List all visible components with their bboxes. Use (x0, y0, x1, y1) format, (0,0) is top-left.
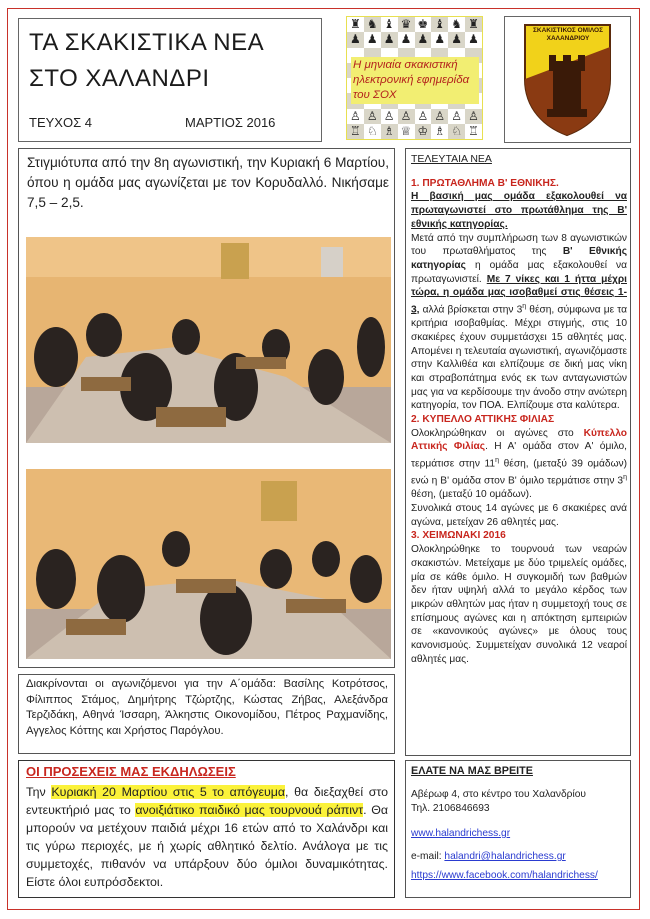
news-s1-heading: 1. ΠΡΩΤΑΘΛΗΜΑ Β' ΕΘΝΙΚΗΣ. (411, 177, 559, 189)
find-us-panel (405, 760, 631, 898)
chessboard-square: ♙ (364, 109, 381, 124)
events-text (26, 783, 388, 891)
chessboard-square: ♟ (415, 32, 432, 47)
logo-text: ΣΚΑΚΙΣΤΙΚΟΣ ΟΜΙΛΟΣ ΧΑΛΑΝΔΡΙΟΥ (532, 27, 604, 42)
chessboard-square: ♟ (347, 32, 364, 47)
issue-date: ΜΑΡΤΙΟΣ 2016 (185, 115, 276, 130)
chessboard-square: ♖ (465, 124, 482, 139)
chessboard-square: ♝ (431, 17, 448, 32)
news-s3-body: Ολοκληρώθηκε το τουρνουά των νεαρών σκακιστών. Μετείχαμε με δύο τριμελείς ομάδες, μία σε κάθε όμιλο. Η συγκομιδή των βαθμών δεν ήταν υψηλή αλλά το μεγάλο κέρδος των μικρών αθλητών μας ήταν η συμμετοχή τους σε επίσημους αγώνες και η απόκτηση εμπειριών σε «κανονικούς αγώνες» με όλους τους κανονισμούς. Συμμετείχαν συνολικά 12 νεαροί αθλητές μας. (411, 544, 627, 665)
news-s1-bold: Β' Εθνικής κατηγορίας (411, 246, 628, 271)
chessboard-square: ♟ (364, 32, 381, 47)
news-s2-text: Ολοκληρώθηκαν οι αγώνες στο (411, 427, 584, 439)
news-s1-body (411, 232, 627, 414)
website-link[interactable]: www.halandrichess.gr (411, 828, 511, 839)
news-s2-summary: Συνολικά στους 14 αγώνες με 6 σκακιέρες ανά αγώνα, μετείχαν 26 αθλητές μας. (411, 503, 627, 528)
event-name-highlight: ανοιξιάτικο παιδικό μας τουρνουά ράπιντ (135, 803, 364, 817)
chessboard-square: ♗ (431, 124, 448, 139)
issue-number: ΤΕΥΧΟΣ 4 (29, 115, 92, 130)
chessboard-square: ♗ (381, 124, 398, 139)
chessboard-square: ♟ (381, 32, 398, 47)
chessboard-square: ♙ (347, 109, 364, 124)
news-s1-text: θέση, σύμφωνα με τα κριτήρια ισοβαθμίας. Μέχρι στιγμής, στις 10 σκακιέρες έχουν συμμετάσχει 15 αθλητές μας. Απομένει η τελευταία αγωνιστική, αγωνιζόμαστε στην Καλλιθέα και ελπίζουμε σε δική μας νίκη και στραβοπάτημα ενός εκ των ανταγωνιστών μας για να κερδίσουμε την άνοδο στην ανώτερη κατηγορία, τον ΠΟΑ. Ελπίζουμε στα καλύτερα. (411, 304, 627, 412)
superscript: η (522, 303, 527, 311)
chessboard-square: ♙ (381, 109, 398, 124)
chessboard-square: ♙ (448, 109, 465, 124)
intro-text: Στιγμιότυπα από την 8η αγωνιστική, την Κυριακή 6 Μαρτίου, όπου η ομάδα μας αγωνίζεται με τον Κορυδαλλό. Νικήσαμε 7,5 – 2,5. (27, 155, 389, 210)
club-logo (504, 16, 631, 143)
chessboard-square: ♕ (398, 124, 415, 139)
chessboard-square: ♘ (364, 124, 381, 139)
events-panel (18, 760, 395, 898)
newsletter-title-line1: ΤΑ ΣΚΑΚΙΣΤΙΚΑ ΝΕΑ (29, 29, 265, 56)
chessboard-square: ♞ (364, 17, 381, 32)
events-text-post: . Θα μπορούν να μετέχουν παιδιά μέχρι 16 ετών από το Χαλάνδρι και τις γύρω περιοχές, με ή χωρίς αθλητικό δελτίο. Ανάλογα με τις συμμετοχές, πιθανόν να υπάρξουν δύο όμιλοι δυναμικότητας. Είστε όλοι ευπρόσδεκτοι. (26, 803, 388, 889)
players-panel (18, 674, 395, 754)
chessboard-square: ♙ (465, 109, 482, 124)
chessboard-square: ♖ (347, 124, 364, 139)
news-s3-heading: 3. ΧΕΙΜΩΝΑΚΙ 2016 (411, 530, 506, 542)
match-photo-1 (26, 237, 391, 443)
news-s1-text: Μετά από την συμπλήρωση των 8 αγωνιστικών του πρωταθλήματος της (411, 232, 627, 258)
news-s2-text: θέση, (μεταξύ 39 ομάδων) ενώ η Β' ομάδα στον Β' όμιλο τερμάτισε στην 3 (411, 458, 628, 487)
news-s2-body (411, 427, 627, 502)
chessboard-square: ♟ (465, 32, 482, 47)
chessboard-square: ♙ (431, 109, 448, 124)
events-text-mid: , θα διεξαχθεί στο εντευκτήριό μας το (26, 785, 388, 817)
chessboard-square: ♜ (465, 17, 482, 32)
newsletter-title-line2: ΣΤΟ ΧΑΛΑΝΔΡΙ (29, 65, 210, 92)
chessboard-square: ♘ (448, 124, 465, 139)
superscript: η (495, 457, 500, 465)
news-title: ΤΕΛΕΥΤΑΙΑ ΝΕΑ (411, 153, 492, 165)
news-s2-text: . Η Α' ομάδα στον Α' όμιλο, τερμάτισε στην 11 (411, 441, 628, 470)
superscript: η (623, 474, 627, 482)
find-us-title: ΕΛΑΤΕ ΝΑ ΜΑΣ ΒΡΕΙΤΕ (411, 765, 533, 777)
news-s2-heading: 2. ΚΥΠΕΛΛΟ ΑΤΤΙΚΗΣ ΦΙΛΙΑΣ (411, 414, 555, 426)
facebook-link[interactable]: https://www.facebook.com/halandrichess/ (411, 870, 598, 881)
tagline: Η μηνιαία σκακιστική ηλεκτρονική εφημερίδα του ΣΟΧ (351, 57, 479, 104)
chessboard-banner (346, 16, 483, 140)
chess-match-photo-icon (26, 469, 391, 659)
chessboard-square: ♙ (398, 109, 415, 124)
chessboard-square: ♝ (381, 17, 398, 32)
masthead (18, 18, 322, 142)
chessboard-square: ♟ (398, 32, 415, 47)
news-s2-text: θέση, (μεταξύ 10 ομάδων). (411, 489, 532, 501)
chessboard-square: ♟ (431, 32, 448, 47)
events-heading: ΟΙ ΠΡΟΣΕΧΕΙΣ ΜΑΣ ΕΚΔΗΛΩΣΕΙΣ (26, 764, 236, 779)
latest-news-panel (405, 148, 631, 756)
phone: Τηλ. 2106846693 (411, 803, 490, 814)
news-s2-bold: Κύπελλο Αττικής Φιλίας (411, 427, 627, 453)
events-text-pre: Την (26, 785, 52, 799)
email-link[interactable]: halandri@halandrichess.gr (444, 851, 566, 862)
chessboard-square: ♔ (415, 124, 432, 139)
chessboard-square: ♛ (398, 17, 415, 32)
chessboard-square: ♜ (347, 17, 364, 32)
address: Αβέρωφ 4, στο κέντρο του Χαλανδρίου (411, 789, 586, 800)
news-s1-text: αλλά βρίσκεται στην 3 (419, 304, 523, 316)
intro-panel (18, 148, 395, 668)
news-s1-text: η ομάδα μας εξακολουθεί να πρωταγωνιστεί. (411, 259, 627, 285)
chessboard-square: ♚ (415, 17, 432, 32)
news-s1-standing: Με 7 νίκες και 1 ήττα μέχρι τώρα, η ομάδα μας ισοβαθμεί στις θέσεις 1-3, (411, 273, 627, 316)
email-label: e-mail: (411, 851, 445, 862)
news-s1-lead: Η βασική μας ομάδα εξακολουθεί να πρωταγωνιστεί στο πρωτάθλημα της Β' εθνικής κατηγορίας. (411, 191, 627, 230)
chessboard-square: ♟ (448, 32, 465, 47)
players-text: Διακρίνονται οι αγωνιζόμενοι για την Α΄ομάδα: Βασίλης Κοτρότσος, Φίλιππος Στάμος, Δημήτρης Τζώρτζης, Κώστας Ζήβας, Αλεξάνδρα Τερζιδάκη, Αθηνά Ίσσαρη, Άλκηστις Οικονομίδου, Πέτρος Ραχμανίδης, Αγγελος Κόττης και Χρήστος Παρόγλου. (26, 678, 388, 737)
chessboard-square: ♞ (448, 17, 465, 32)
match-photo-2 (26, 469, 391, 659)
chess-match-photo-icon (26, 237, 391, 443)
event-date-highlight: Κυριακή 20 Μαρτίου στις 5 το απόγευμα (51, 785, 286, 799)
chessboard-square: ♙ (415, 109, 432, 124)
